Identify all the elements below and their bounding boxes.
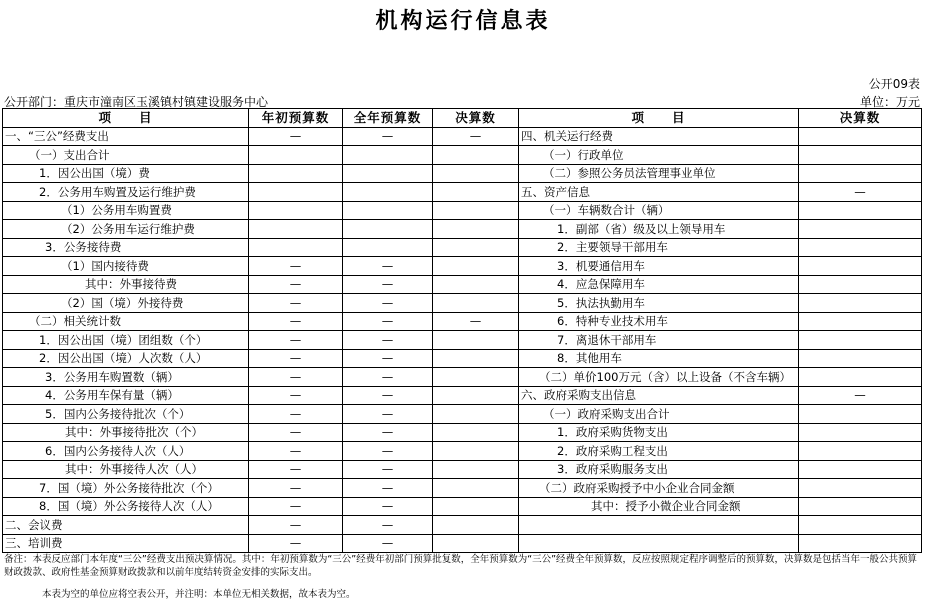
final-right-cell <box>799 423 922 442</box>
budget-full-cell: — <box>343 479 433 498</box>
budget-initial-cell: — <box>249 516 343 535</box>
final-left-cell: — <box>433 127 519 146</box>
final-left-cell <box>433 238 519 257</box>
final-right-cell <box>799 146 922 165</box>
budget-full-cell: — <box>343 423 433 442</box>
table-row <box>3 183 922 202</box>
table-row <box>3 331 922 350</box>
right-item-label: 1．政府采购货物支出 <box>519 423 799 442</box>
table-row <box>3 516 922 535</box>
final-left-cell <box>433 368 519 387</box>
budget-full-cell: — <box>343 127 433 146</box>
header-final-left: 决算数 <box>433 109 519 128</box>
budget-initial-cell <box>249 238 343 257</box>
final-right-cell <box>799 349 922 368</box>
final-left-cell <box>433 275 519 294</box>
budget-full-cell <box>343 164 433 183</box>
budget-initial-cell: — <box>249 368 343 387</box>
final-left-cell <box>433 460 519 479</box>
final-right-cell: — <box>799 386 922 405</box>
final-left-cell <box>433 183 519 202</box>
budget-initial-cell: — <box>249 349 343 368</box>
budget-full-cell: — <box>343 460 433 479</box>
final-left-cell <box>433 516 519 535</box>
footnote-empty-table: 本表为空的单位应将空表公开，并注明：本单位无相关数据，故本表为空。 <box>42 589 356 600</box>
final-left-cell: — <box>433 312 519 331</box>
left-item-label: （1）公务用车购置费 <box>3 201 249 220</box>
final-left-cell <box>433 423 519 442</box>
budget-full-cell <box>343 201 433 220</box>
header-final-right: 决算数 <box>799 109 922 128</box>
final-left-cell <box>433 534 519 553</box>
left-item-label: （2）公务用车运行维护费 <box>3 220 249 239</box>
budget-full-cell: — <box>343 386 433 405</box>
right-item-label: （二）参照公务员法管理事业单位 <box>519 164 799 183</box>
left-item-label: 4．公务用车保有量（辆） <box>3 386 249 405</box>
right-item-label: 其中：授予小微企业合同金额 <box>519 497 799 516</box>
right-item-label: （一）政府采购支出合计 <box>519 405 799 424</box>
right-item-label: （二）单价100万元（含）以上设备（不含车辆） <box>519 368 799 387</box>
budget-initial-cell: — <box>249 534 343 553</box>
table-row <box>3 349 922 368</box>
budget-full-cell: — <box>343 442 433 461</box>
budget-initial-cell: — <box>249 423 343 442</box>
header-left-item: 项 目 <box>3 109 249 128</box>
final-left-cell <box>433 497 519 516</box>
left-item-label: 2．因公出国（境）人次数（人） <box>3 349 249 368</box>
budget-full-cell <box>343 220 433 239</box>
right-item-label: （一）车辆数合计（辆） <box>519 201 799 220</box>
table-row <box>3 405 922 424</box>
budget-full-cell: — <box>343 405 433 424</box>
budget-initial-cell: — <box>249 479 343 498</box>
left-item-label: 5．国内公务接待批次（个） <box>3 405 249 424</box>
budget-initial-cell: — <box>249 127 343 146</box>
right-item-label: 1．副部（省）级及以上领导用车 <box>519 220 799 239</box>
final-left-cell <box>433 331 519 350</box>
left-item-label: 其中：外事接待人次（人） <box>3 460 249 479</box>
left-item-label: （二）相关统计数 <box>3 312 249 331</box>
info-table <box>2 108 922 553</box>
budget-initial-cell: — <box>249 257 343 276</box>
final-right-cell <box>799 460 922 479</box>
table-row <box>3 479 922 498</box>
right-item-label: 2．主要领导干部用车 <box>519 238 799 257</box>
table-row <box>3 201 922 220</box>
right-item-label: 3．机要通信用车 <box>519 257 799 276</box>
left-item-label: 3．公务用车购置数（辆） <box>3 368 249 387</box>
final-right-cell <box>799 275 922 294</box>
left-item-label: 一、“三公”经费支出 <box>3 127 249 146</box>
final-right-cell <box>799 220 922 239</box>
final-right-cell <box>799 331 922 350</box>
left-item-label: 1．因公出国（境）团组数（个） <box>3 331 249 350</box>
table-row <box>3 146 922 165</box>
final-left-cell <box>433 294 519 313</box>
left-item-label: （一）支出合计 <box>3 146 249 165</box>
table-row <box>3 534 922 553</box>
budget-full-cell: — <box>343 516 433 535</box>
budget-full-cell <box>343 183 433 202</box>
unit-label: 单位：万元 <box>859 95 920 109</box>
budget-initial-cell: — <box>249 460 343 479</box>
final-left-cell <box>433 442 519 461</box>
final-right-cell <box>799 238 922 257</box>
budget-full-cell: — <box>343 275 433 294</box>
table-row <box>3 386 922 405</box>
final-left-cell <box>433 220 519 239</box>
budget-full-cell: — <box>343 534 433 553</box>
budget-full-cell: — <box>343 257 433 276</box>
final-right-cell <box>799 127 922 146</box>
budget-initial-cell: — <box>249 405 343 424</box>
table-row <box>3 127 922 146</box>
budget-full-cell: — <box>343 497 433 516</box>
budget-full-cell: — <box>343 331 433 350</box>
final-right-cell <box>799 257 922 276</box>
table-row <box>3 238 922 257</box>
table-row <box>3 497 922 516</box>
budget-initial-cell: — <box>249 294 343 313</box>
right-item-label <box>519 516 799 535</box>
final-left-cell <box>433 257 519 276</box>
final-right-cell <box>799 497 922 516</box>
header-budget-initial: 年初预算数 <box>249 109 343 128</box>
department-label: 公开部门：重庆市潼南区玉溪镇村镇建设服务中心 <box>4 95 269 109</box>
final-left-cell <box>433 349 519 368</box>
left-item-label: 3．公务接待费 <box>3 238 249 257</box>
table-row <box>3 312 922 331</box>
budget-full-cell <box>343 146 433 165</box>
final-right-cell <box>799 312 922 331</box>
budget-initial-cell: — <box>249 442 343 461</box>
table-row <box>3 460 922 479</box>
right-item-label: （一）行政单位 <box>519 146 799 165</box>
footnote: 备注：本表反应部门本年度“三公”经费支出预决算情况。其中：年初预算数为“三公”经费年初部门预算批复数，全年预算数为“三公”经费全年预算数，反应按照规定程序调整后的预算数，决算数是包括当年一般公共预算财政拨款、政府性基金预算财政拨款和以前年度结转资金安排的实际支出。 <box>4 554 918 578</box>
budget-initial-cell <box>249 164 343 183</box>
table-row <box>3 275 922 294</box>
right-item-label: 四、机关运行经费 <box>519 127 799 146</box>
form-code: 公开09表 <box>868 77 920 91</box>
final-right-cell <box>799 201 922 220</box>
final-right-cell <box>799 479 922 498</box>
table-row <box>3 368 922 387</box>
final-left-cell <box>433 164 519 183</box>
right-item-label: 2．政府采购工程支出 <box>519 442 799 461</box>
budget-initial-cell: — <box>249 386 343 405</box>
final-left-cell <box>433 479 519 498</box>
budget-initial-cell: — <box>249 275 343 294</box>
left-item-label: 二、会议费 <box>3 516 249 535</box>
left-item-label: （2）国（境）外接待费 <box>3 294 249 313</box>
left-item-label: 1．因公出国（境）费 <box>3 164 249 183</box>
final-left-cell <box>433 146 519 165</box>
right-item-label: 3．政府采购服务支出 <box>519 460 799 479</box>
header-right-item: 项 目 <box>519 109 799 128</box>
budget-full-cell: — <box>343 312 433 331</box>
left-item-label: 6．国内公务接待人次（人） <box>3 442 249 461</box>
header-budget-full: 全年预算数 <box>343 109 433 128</box>
right-item-label: 7．离退休干部用车 <box>519 331 799 350</box>
final-right-cell <box>799 516 922 535</box>
right-item-label: 6．特种专业技术用车 <box>519 312 799 331</box>
budget-initial-cell: — <box>249 312 343 331</box>
table-row <box>3 220 922 239</box>
budget-initial-cell <box>249 183 343 202</box>
final-left-cell <box>433 405 519 424</box>
right-item-label <box>519 534 799 553</box>
final-left-cell <box>433 201 519 220</box>
final-right-cell <box>799 405 922 424</box>
table-row <box>3 294 922 313</box>
right-item-label: 4．应急保障用车 <box>519 275 799 294</box>
table-row <box>3 164 922 183</box>
table-row <box>3 257 922 276</box>
budget-full-cell: — <box>343 368 433 387</box>
right-item-label: 8．其他用车 <box>519 349 799 368</box>
left-item-label: （1）国内接待费 <box>3 257 249 276</box>
final-left-cell <box>433 386 519 405</box>
final-right-cell <box>799 368 922 387</box>
left-item-label: 2．公务用车购置及运行维护费 <box>3 183 249 202</box>
right-item-label: 五、资产信息 <box>519 183 799 202</box>
final-right-cell <box>799 164 922 183</box>
right-item-label: （二）政府采购授予中小企业合同金额 <box>519 479 799 498</box>
page-title: 机构运行信息表 <box>375 9 551 34</box>
left-item-label: 8．国（境）外公务接待人次（人） <box>3 497 249 516</box>
left-item-label: 其中：外事接待批次（个） <box>3 423 249 442</box>
final-right-cell <box>799 442 922 461</box>
budget-full-cell: — <box>343 294 433 313</box>
left-item-label: 7．国（境）外公务接待批次（个） <box>3 479 249 498</box>
budget-initial-cell: — <box>249 497 343 516</box>
budget-initial-cell <box>249 220 343 239</box>
final-right-cell <box>799 294 922 313</box>
table-row <box>3 423 922 442</box>
right-item-label: 六、政府采购支出信息 <box>519 386 799 405</box>
budget-initial-cell <box>249 201 343 220</box>
right-item-label: 5．执法执勤用车 <box>519 294 799 313</box>
table-row <box>3 442 922 461</box>
final-right-cell: — <box>799 183 922 202</box>
budget-full-cell: — <box>343 349 433 368</box>
left-item-label: 其中：外事接待费 <box>3 275 249 294</box>
header-row <box>3 109 922 128</box>
budget-initial-cell <box>249 146 343 165</box>
budget-initial-cell: — <box>249 331 343 350</box>
final-right-cell <box>799 534 922 553</box>
budget-full-cell <box>343 238 433 257</box>
left-item-label: 三、培训费 <box>3 534 249 553</box>
